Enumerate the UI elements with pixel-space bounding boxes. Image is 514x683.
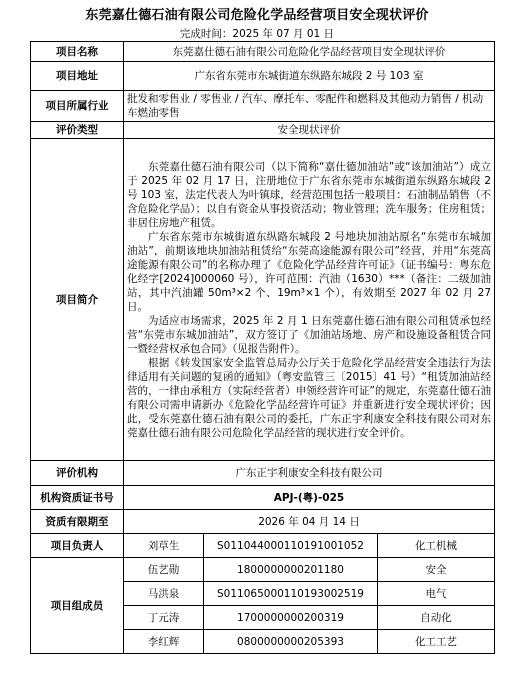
- value-cert-no: APJ-(粤)-025: [124, 486, 495, 510]
- lead-major: 化工机械: [378, 534, 495, 558]
- row-industry: [31, 91, 495, 122]
- value-agency: 广东正宇利康安全科技有限公司: [124, 461, 495, 486]
- member-name: 丁元涛: [124, 606, 204, 630]
- member-name: 马洪泉: [124, 582, 204, 606]
- label-report-date: 资质有限期至: [31, 510, 124, 534]
- member-cert: S011065000110193002519: [204, 582, 378, 606]
- document-title: 东莞嘉仕德石油有限公司危险化学品经营项目安全现状评价: [85, 8, 429, 23]
- completion-date: 完成时间：2025 年 07 月 01 日: [179, 28, 335, 40]
- member-name: 伍艺勋: [124, 558, 204, 582]
- label-agency: 评价机构: [31, 461, 124, 486]
- value-industry: 批发和零售业 / 零售业 / 汽车、摩托车、零配件和燃料及其他动力销售 / 机动车燃油零售: [124, 91, 495, 122]
- row-cert-no: [31, 486, 495, 510]
- label-project-name: 项目名称: [31, 42, 124, 62]
- row-project-address: [31, 62, 495, 91]
- value-eval-type: 安全现状评价: [124, 122, 495, 139]
- value-summary: [124, 139, 495, 461]
- member-name: 李红辉: [124, 630, 204, 654]
- label-summary: 项目简介: [31, 139, 124, 461]
- member-cert: 1800000000201180: [204, 558, 378, 582]
- member-major: 安全: [378, 558, 495, 582]
- member-major: 化工工艺: [378, 630, 495, 654]
- row-summary: [31, 139, 495, 461]
- member-row: [31, 558, 495, 582]
- value-project-address: 广东省东莞市东城街道东纵路东城段 2 号 103 室: [124, 62, 495, 91]
- label-project-address: 项目地址: [31, 62, 124, 91]
- label-eval-type: 评价类型: [31, 122, 124, 139]
- project-info-table: [30, 41, 495, 654]
- summary-paragraph-2: 广东省东莞市东城街道东纵路东城段 2 号地块加油站原名“东莞市东城加油站”，前期该地块加油站租赁给“东莞高途能源有限公司”经营，并用“东莞高途能源有限公司”的名称办理了《危险化学品经营许可证》（证书编号：粤东危化经字[2024]000060 号），许可范围：汽油（1630）***（备注：二级加油站，其中汽油罐 50m³×2 个、19m³×1 个），有效期至 2027 年 02 月 27 日。: [127, 230, 492, 313]
- lead-cert: S011044000110191001052: [204, 534, 378, 558]
- label-project-lead: 项目负责人: [31, 534, 124, 558]
- summary-paragraph-4: 根据《转发国家安全监管总局办公厅关于危险化学品经营安全违法行为法律适用有关问题的复函的通知》（粤安监管三〔2015〕41 号）“租赁加油站经营的，一律由承租方（实际经营者）申领经营许可证”的规定，东莞嘉仕德石油有限公司需申请新办《危险化学品经营许可证》并重新进行安全现状评价；因此，受东莞嘉仕德石油有限公司的委托，广东正宇利康安全科技有限公司对东莞嘉仕德石油有限公司危险化学品经营的现状进行安全评价。: [127, 356, 492, 439]
- member-cert: 0800000000205393: [204, 630, 378, 654]
- member-cert: 1700000000200319: [204, 606, 378, 630]
- row-project-name: [31, 42, 495, 62]
- value-report-date: 2026 年 04 月 14 日: [124, 510, 495, 534]
- label-industry: 项目所属行业: [31, 91, 124, 122]
- label-cert-no: 机构资质证书号: [31, 486, 124, 510]
- member-major: 电气: [378, 582, 495, 606]
- lead-name: 刘草生: [124, 534, 204, 558]
- value-project-name: 东莞嘉仕德石油有限公司危险化学品经营项目安全现状评价: [124, 42, 495, 62]
- label-members: 项目组成员: [31, 558, 124, 654]
- row-eval-type: [31, 122, 495, 139]
- summary-paragraph-3: 为适应市场需求，2025 年 2 月 1 日东莞嘉仕德石油有限公司租赁承包经营“东莞市东城加油站”，双方签订了《加油站场地、房产和设施设备租赁合同一暨经营权承包合同》（见报告附件）。: [127, 314, 492, 355]
- member-major: 自动化: [378, 606, 495, 630]
- row-project-lead: [31, 534, 495, 558]
- summary-paragraph-1: 东莞嘉仕德石油有限公司（以下简称“嘉仕德加油站”或“该加油站”）成立于 2025 年 02 月 17 日，注册地位于广东省东莞市东城街道东纵路东城段 2 号 103 室，法定代表人为叶镇球，经营范围包括一般项目：石油制品销售（不含危险化学品）；以自有资金从事投资活动；物业管理；洗车服务；住房租赁；非居住房地产租赁。: [127, 160, 492, 229]
- row-agency: [31, 461, 495, 486]
- row-report-date: [31, 510, 495, 534]
